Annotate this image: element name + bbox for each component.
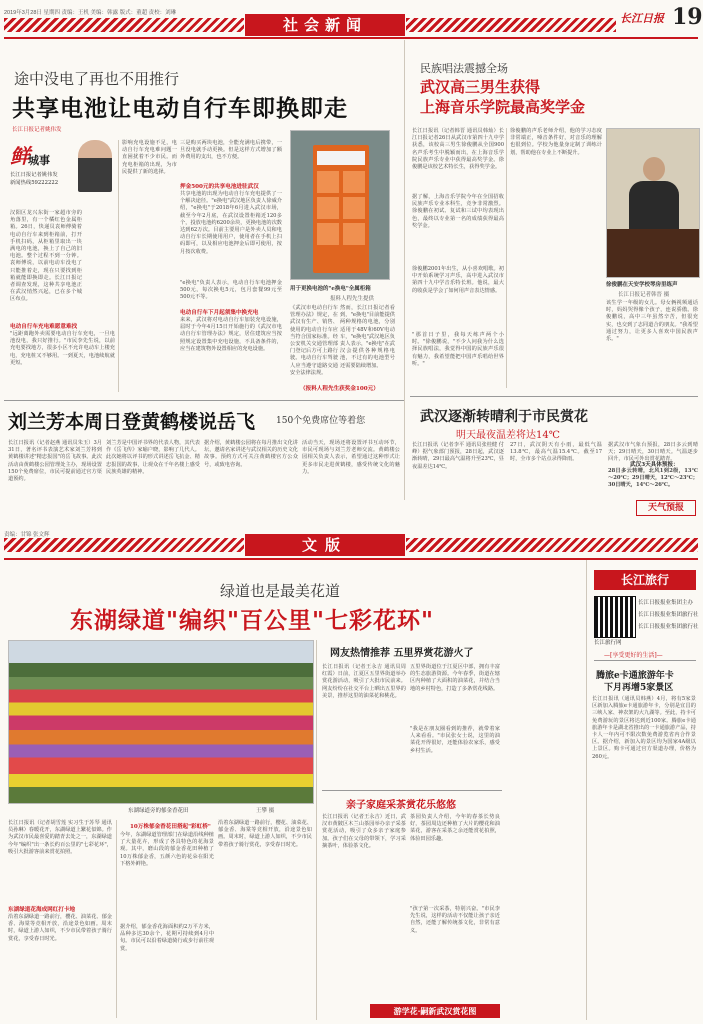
- header-dept: 责编：王机: [61, 10, 90, 16]
- ad-qr-code: [594, 596, 636, 638]
- mid-header-info: [4, 530, 50, 538]
- header-date: 2019年3月28日: [4, 10, 42, 16]
- ad-line1: 长江日报报业集团主办: [638, 600, 694, 606]
- story3-headline: 刘兰芳本周日登黄鹤楼说岳飞: [8, 411, 256, 433]
- ad-slogan: —[享受更好的生活]—: [604, 652, 663, 659]
- columnist-tag2: 城事: [28, 154, 50, 167]
- header-editor: 美编：韩露: [90, 10, 119, 16]
- ad-body: 长江日报讯（通讯员韩燕）4月，将有5家景区新加入腾旅e卡通旅游年卡，分别是宜昌的三峡人家、神农架的大九湖等。至此，持卡可免费游玩的景区将达到近100家。腾旅e卡通旅游年卡是湖北省推出的一卡通旅游产品，持卡人一年内可不限次数免费游览省内合作景区。据介绍，新加入的景区均为国家4A级以上景区。购卡可通过官方渠道办理，价格为260元。: [592, 696, 696, 760]
- story5-bottom-rule: [322, 790, 502, 791]
- story2-kicker: 民族唱法震撼全场: [420, 62, 508, 75]
- story2-body-b: 据了解，上海音乐学院今年在全国招收民族声乐专业本科生，竞争非常激烈。徐俊鹏在初试、复试和三试中均表现出色，最终以专业第一名的成绩获得最高奖学金。: [412, 194, 504, 229]
- story5-body-a: 长江日报讯（记者王永吉 通讯员周红霞）日前，江夏区五里界街道举办赏花游活动，吸引了大批市民前来。网友纷纷在社交平台上晒出五里界的美景，推荐这里的油菜花和桃花。: [322, 664, 406, 699]
- story2-photo: [606, 128, 700, 278]
- story6-body-c: "孩子第一次采茶，特别兴奋。"市民李先生说，这样的活动不仅能让孩子亲近自然，还能了解传统茶文化，非常有意义。: [410, 906, 500, 934]
- story1-body-c: 影响充电设施不足，电动自行车充电难问题一直困扰着不少市民。而充电柜箱的出现，为市民提供了新的选择。: [122, 140, 177, 175]
- mid-header-editor: 张文辉: [33, 532, 50, 538]
- story4-sub2: 10万株郁金香花田搭起"彩虹桥": [130, 824, 211, 830]
- story1-sub3: 电动自行车下月起须集中换充电: [180, 310, 259, 316]
- ad-kicker: 腾旅e卡通旅游年卡: [596, 671, 674, 681]
- story5-body-c: "我是在朋友圈看到的推荐，就带着家人来看看。"市民张女士说，这里的油菜花开得很好，还能体验农家乐，感受乡村生活。: [410, 726, 500, 754]
- story3-body-d: 活动当天，现场还将设置评书互动环节，市民可现场与刘兰芳老师交流。黄鹤楼公园相关负责人表示，希望通过这种形式让更多市民走进黄鹤楼，感受传统文化的魅力。: [302, 440, 400, 475]
- weather-body-a: 长江日报讯（记者李平 通讯员张桂健 付峰）据气象部门预报，28日起，武汉逐渐转晴，29日最高气温将升至23℃，昼夜温差达14℃。: [412, 442, 504, 470]
- piano-shape: [607, 229, 699, 277]
- newspaper-logo: 长江日报: [620, 12, 664, 25]
- section-banner-top: 社会新闻: [245, 14, 405, 36]
- story1-body-h: 《武汉市电动自行车管理办法》规定，在武汉有生产、销售、使用的电动自行车应当符合国家标准。经公安机关交通管理部门登记后方可上路行驶。电动自行车驾驶人应当遵守道路交通安全法律法规。: [290, 305, 338, 376]
- columnist-box: [10, 140, 115, 200]
- story2-body-f: 该生学一年级的女儿。母女俩视频通话时，妈妈哭得像个孩子，连说骄傲。徐俊鹏说，高中三年虽然辛苦，但很充实，也交到了志同道合的朋友。"我希望通过努力，让更多人喜欢中国民族声乐。": [606, 300, 698, 343]
- story3-body-a: 长江日报讯（记者赵燕 通讯员朱玉）3月31日，著名评书表演艺术家刘兰芳将到黄鹤楼讲述"精忠报国"的岳飞故事。此次活动由黄鹤楼公园管理处主办，现场设置150个免费席位，市民可提前通过官方渠道预约。: [8, 440, 102, 483]
- mid-header-dept: 责编：甘锦: [4, 532, 32, 538]
- story1-headline: 共享电池让电动自行车即换即走: [12, 95, 348, 122]
- header-check: 责校：刘琳: [148, 10, 177, 16]
- story4-col-rule: [116, 820, 117, 1018]
- story2-body-c: 徐俊鹏2001年出生，从小喜欢唱歌。初中开始系统学习声乐，高中进入武汉市第四十九中学音乐特长班。他说，最大的收获是学会了如何用声音表达情感。: [412, 266, 504, 294]
- ad-line3: 长江日报报业集团旅行社: [638, 624, 699, 630]
- page-number: 19: [672, 4, 703, 30]
- columnist-tag: 鲜: [10, 144, 30, 168]
- story1-reward: （报料人程先生获奖金100元）: [300, 386, 379, 392]
- story1-body-b: "远距离跑外卖需要电动自行车充电，一旦电池没电，我只好推行。"市民李先生说，以前充电要找地方，很多小区不允许电动车上楼充电，充电桩又不够用。一到夏天，电池续航就更短。: [10, 331, 115, 366]
- columnist-info1: 长江日报记者姚伟发: [10, 172, 58, 178]
- columnist-info2: 新闻热线59222222: [10, 180, 59, 186]
- ad-line2: 长江日报报业集团旅行社: [638, 612, 699, 618]
- story2-col-rule: [506, 128, 507, 388]
- story4-body-d: 据介绍，郁金香花海面积约2万平方米，品种多达30余个，花期可持续到4月中旬。市民可以沿着绿道骑行或步行前往观赏。: [120, 924, 214, 952]
- story1-body-e: 共享电池的出现为电动自行车充电提供了一个解决途径。"e换电"武汉地区负责人徐威介绍，"e换电"于2018年6月进入武汉市场，截至今年2月底，在武汉设置柜箱近120多个，投放电池约6200余块，更换电池的次数达到62万次。目前主要用户是外卖人员和电动自行车长期使用用户，使用者在手机上扫码即可，以及相应电池押金后即可使用，按月按次收费。: [180, 191, 282, 255]
- story1-body-g: 来来，武汉将对电动自行车加装充电设施，届时于今年4月15日开始施行的《武汉市电动自行车管理办法》规定，居住建筑应当按照规定设置集中充电设施，不具备条件的，应当在建筑物外设置相应的充电设施。: [180, 317, 282, 352]
- story1-body-a: 汉阳区龙兴东街一家超市旁的角落里，有一个橘红色金属柜箱。26日，快递员袁师傅骑着电动自行车来到柜箱前，打开手机扫码，从柜箱里取出一块满电的电池，换上了自己的旧电池。整个过程不到一分钟。袁师傅说，以前电动车没电了只能推着走，现在只要找到柜箱就能即换即走。长江日报记者调查发现，这种共享电池正在武汉悄然兴起，已在多个城区布点。: [10, 210, 82, 303]
- story2-body-a: 长江日报讯（记者韩晋 通讯员韩灿）长江日报记者26日从武汉市第四十九中学获悉，该校高三男生徐俊鹏从全国900名声乐考生中脱颖而出，在上海音乐学院民族声乐专业中获得最高奖学金。徐俊鹏是该校艺术特长生，获得奖学金。: [412, 128, 504, 171]
- weather-kicker: 武汉逐渐转晴利于市民赏花: [420, 409, 588, 425]
- story4-body-a: 长江日报讯（记者胡雪莲 实习生于苏琴 通讯员孙琳）春暖花开，东湖绿道上繁花似锦。作为武汉市民最喜爱的踏青去处之一，东湖绿道今年"编织"出一条长约百公里的"七彩花环"，吸引大批游客前来赏花拍照。: [8, 820, 112, 855]
- ad-kicker2: 下月再增5家景区: [604, 683, 674, 693]
- ad-col-divider: [586, 560, 587, 1020]
- story3-body-c: 据介绍，黄鹤楼公园将在每月推出文化讲坛，邀请名家讲述与武汉相关的历史文化故事。预约方式可关注黄鹤楼官方公众号，或致电咨询。: [204, 440, 298, 468]
- story2-body-d: "那首日子里，我每天练声两个小时。"徐俊鹏说，"不少人问我为什么选择民族唱法，我觉得中国的民族声乐很有魅力，我希望能把中国声乐唱给世界听。": [412, 332, 504, 367]
- header-proof: 版式：董超: [119, 10, 148, 16]
- story1-body-i: 然而，长江日报记者看到，"e换电"目前能提供两种规格的电池，分别适用于48V和60V电动车，"e换电"武汉地区负责人表示，"e换电"在武汉会提供各种规格电池，不过有的电池型号还需要陆续增加。: [340, 305, 395, 369]
- ad-qr-label: 长江旅行网: [594, 640, 622, 646]
- story1-col-rule-1: [118, 140, 119, 392]
- story2-photo-caption2: 长江日报记者韩晋 摄: [618, 292, 670, 298]
- story3-body-b: 刘兰芳是中国评书界的代表人物，其代表作《岳飞传》家喻户晓，影响了几代人。此次她将以评书的形式讲述岳飞抗金、精忠报国的故事，让观众在千年名楼上感受民族英雄的精神。: [106, 440, 200, 475]
- story4-body-b: 沿着东湖绿道一路前行，樱花、油菜花、郁金香、海棠等竞相开放，沿途景色如画。周末时，绿道上游人如织，不少市民带着孩子骑行赏花，享受春日时光。: [8, 914, 112, 942]
- story1-photo-caption2: 报料人程先生提供: [330, 296, 375, 302]
- story1-kicker: 途中没电了再也不用推行: [14, 70, 180, 88]
- story5-col-divider: [316, 640, 317, 1020]
- story4-body-extra: 沿着东湖绿道一路前行，樱花、油菜花、郁金香、海棠等竞相开放，沿途景色如画。周末时，绿道上游人如织，不少市民带着孩子骑行赏花，享受春日时光。: [218, 820, 312, 848]
- main-col-divider: [404, 40, 405, 500]
- story4-kicker: 绿道也是最美花道: [220, 582, 341, 600]
- story3-subhead: 150个免费席位等着您: [276, 416, 366, 426]
- story1-body-d: 三是购买两块电池，全能充满电后携带，一旦没电就手动更换。但是这样方式增加了额外费用的支出，也不方便。: [180, 140, 282, 161]
- story2-headline1: 武汉高三男生获得: [420, 78, 541, 96]
- weather-badge: 天气预报: [636, 500, 696, 516]
- story4-photo-credit: 王攀 摄: [256, 808, 275, 814]
- singer-head: [643, 157, 665, 181]
- section-band-mid-right: [406, 538, 698, 552]
- ad-logo: 长江旅行: [594, 570, 696, 590]
- tree-line: [9, 663, 313, 677]
- story3-top-rule: [4, 400, 404, 401]
- story6-body-b: 茶园负责人介绍，今年的春茶长势良好，茶园周边还种植了大片的樱花和油菜花，游客在采茶之余还能赏花拍照，体验田园乐趣。: [410, 814, 500, 842]
- story6-kicker: 亲子家庭采茶赏花乐悠悠: [346, 800, 456, 811]
- story5-body-b: 五里界街道位于江夏区中部，拥有丰富的生态旅游资源。今年春季，街道在辖区内种植了大面积的油菜花，并结合当地的乡村特色，打造了多条赏花线路。: [410, 664, 500, 692]
- footer-banner: 游学花·嗣新武汉赏花图: [370, 1004, 500, 1018]
- story1-photo: [290, 130, 390, 280]
- story1-photo-caption1: 用于更换电池的"e换电"全属柜箱: [290, 286, 371, 292]
- section-band-top-left: [4, 18, 244, 32]
- cabinet-shape: [313, 145, 369, 273]
- weather-subhead: 明天最夜温差将达14℃: [456, 430, 560, 441]
- story5-kicker: 网友热情推荐 五里界赏花游火了: [330, 648, 474, 659]
- weather-forecast: 28日多云转晴，北风1到2级，13℃～20℃；29日晴天，12℃～23℃；30日晴天，14℃～26℃。: [608, 468, 698, 489]
- ad-divider: [594, 660, 696, 661]
- story4-body-c: 今年，东湖绿道管理部门在绿道沿线种植了大量花卉，形成了各具特色的花海景观。其中，磨山段的郁金香花田种植了10万株郁金香，五颜六色的花朵在阳光下格外鲜艳。: [120, 832, 214, 867]
- top-header-info: [4, 8, 176, 16]
- columnist-avatar: [78, 140, 112, 192]
- weather-body-b: 27日，武汉阴天有小雨，最低气温13.8℃，最高气温15.4℃。截至17时，全市多个站点录得降雨。: [510, 442, 602, 463]
- story4-headline: 东湖绿道"编织"百公里"七彩花环": [70, 607, 434, 634]
- section-band-mid-left: [4, 538, 244, 552]
- section-band-top-right: [406, 18, 616, 32]
- story1-byline: 长江日报记者姚伟发: [12, 127, 62, 133]
- section-banner-mid: 文版: [245, 534, 405, 556]
- story4-photo-caption: 东湖绿道旁的郁金香花田: [128, 808, 189, 814]
- story1-sub2: 押金500元的共享电池进驻武汉: [180, 184, 259, 190]
- story2-bottom-rule: [410, 396, 698, 397]
- weather-forecast-title: 武汉3天具体预报：: [630, 462, 679, 468]
- story2-body-e: 徐俊鹏的声乐老师介绍，他的学习态度非常端正，嗓音条件好，对音乐的理解也很到位。学校为他量身定制了训练计划，帮助他在专业上不断提升。: [510, 128, 602, 156]
- weather-body-c: 据武汉市气象台预报，28日多云到晴天；29日晴天，30日晴天。气温逐步回升，市民可外出赏花踏青。: [608, 442, 698, 463]
- story6-body-a: 长江日报讯（记者王永吉）近日，武汉市黄陂区木兰山茶园举办亲子采茶赏花活动，吸引了众多亲子家庭参加。孩子们在父母的带领下，学习采摘茶叶，体验茶文化。: [322, 814, 406, 849]
- story4-sub1: 东湖绿道花海成网红打卡地: [8, 907, 76, 913]
- story2-photo-caption1: 徐俊鹏在天安学校琴房里练声: [606, 282, 678, 288]
- mid-rule: [4, 558, 698, 560]
- story1-body-f: "e换电"负责人表示，电动自行车电池押金500元，每次换电5元，包月套餐99元至500元不等。: [180, 280, 282, 301]
- top-rule: [4, 37, 698, 39]
- story1-sub1: 电动自行车充电难愿意难找: [10, 324, 78, 330]
- story4-photo: [8, 640, 314, 804]
- header-weekday: 星期四: [43, 10, 60, 16]
- story2-headline2: 上海音乐学院最高奖学金: [420, 98, 586, 116]
